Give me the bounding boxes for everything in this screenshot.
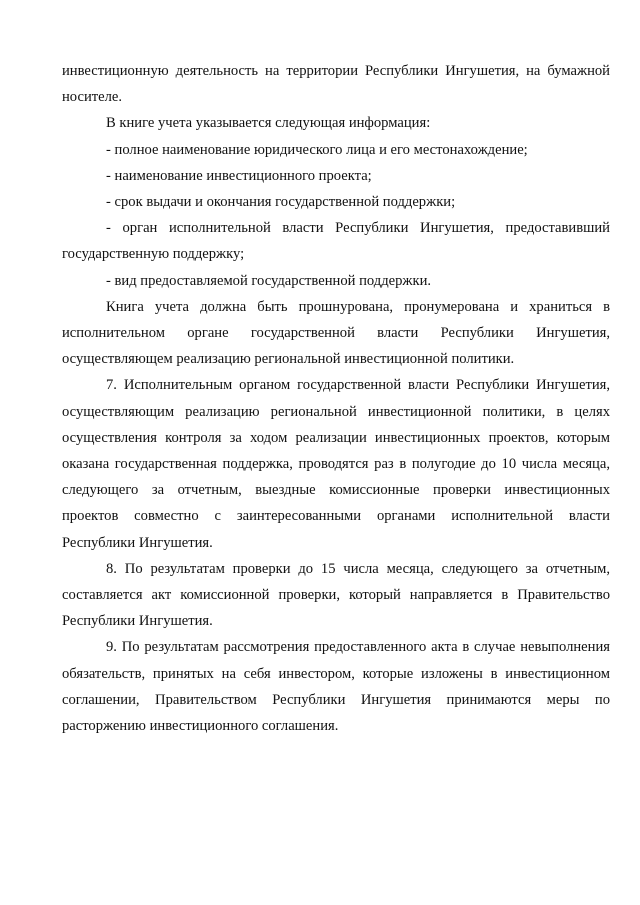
paragraph-clause-7: 7. Исполнительным органом государственной власти Республики Ингушетия, осуществляющим реализацию региональной инвестиционной политики, в целях осуществления контроля за ходом реализации инвестиционных проектов, которым оказана государственная поддержка, проводятся раз в полугодие до 10 числа месяца, следующего за отчетным, выездные комиссионные проверки инвестиционных проектов совместно с заинтересованными органами исполнительной власти Республики Ингушетия. (62, 377, 610, 551)
list-item-legal-entity: - полное наименование юридического лица и его местонахождение; (106, 141, 528, 158)
paragraph-clause-9: 9. По результатам рассмотрения предоставленного акта в случае невыполнения обязательств, принятых на себя инвестором, которые изложены в инвестиционном соглашении, Правительством Республики Ингушетия принимаются меры по расторжению инвестиционного соглашения. (62, 639, 610, 735)
list-item-project-name: - наименование инвестиционного проекта; (106, 167, 372, 184)
paragraph-clause-8: 8. По результатам проверки до 15 числа месяца, следующего за отчетным, составляется акт комиссионной проверки, который направляется в Правительство Республики Ингушетия. (62, 560, 610, 630)
list-item-executive-body: - орган исполнительной власти Республики Ингушетия, предоставивший государственную поддержку; (62, 220, 610, 263)
list-item-support-term: - срок выдачи и окончания государственной поддержки; (106, 194, 456, 211)
paragraph-book-storage: Книга учета должна быть прошнурована, пронумерована и храниться в исполнительном органе государственной власти Республики Ингушетия, осуществляющем реализацию региональной инвестиционной политики. (62, 298, 610, 368)
paragraph-continuation: инвестиционную деятельность на территории Республики Ингушетия, на бумажной носителе. (62, 63, 610, 106)
list-item-support-type: - вид предоставляемой государственной поддержки. (106, 272, 432, 289)
paragraph-book-info-intro: В книге учета указывается следующая информация: (106, 115, 431, 132)
document-page (62, 58, 610, 739)
